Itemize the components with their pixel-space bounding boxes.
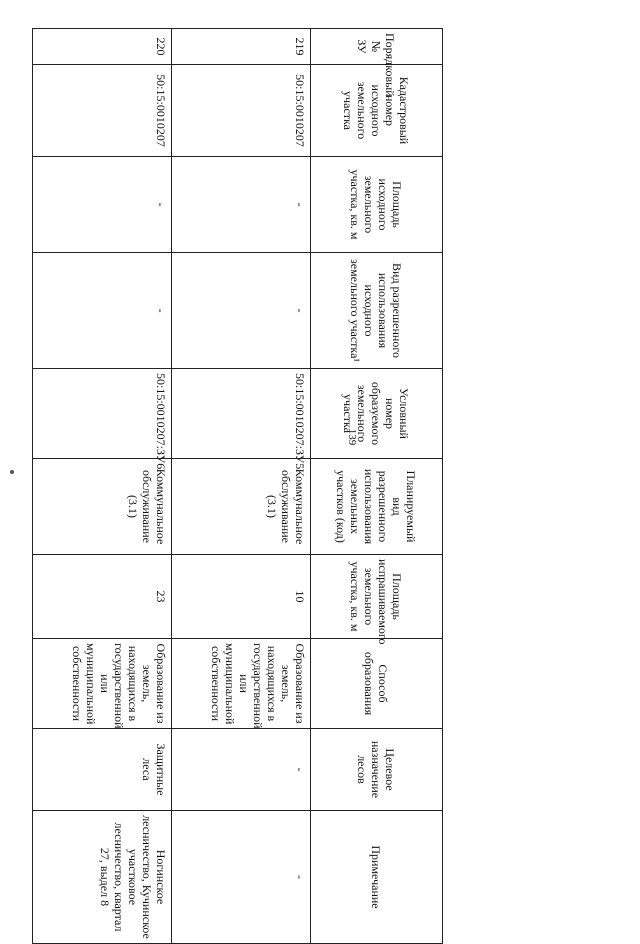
cell-area-src: - <box>33 157 172 253</box>
table-row <box>33 29 172 944</box>
cell-num: 220 <box>33 29 172 65</box>
header-cell-note: Примечание <box>311 811 443 944</box>
table-row <box>172 29 311 944</box>
cell-cadastral: 50:15:0010207 <box>172 65 311 157</box>
header-cell-method: Способ образования <box>311 639 443 729</box>
scan-speck <box>10 470 14 474</box>
cell-cadastral: 50:15:0010207 <box>33 65 172 157</box>
cell-forest-purpose: - <box>172 729 311 811</box>
header-cell-planned-use: Планируемый вид разрешенного использования земельных участков (код) <box>311 459 443 555</box>
cell-new-num: 50:15:0010207:ЗУ6 <box>33 369 172 459</box>
cell-method: Образование из земель, находящихся в государственной или муниципальной собственности <box>33 639 172 729</box>
header-cell-forest-purpose: Целевое назначение лесов <box>311 729 443 811</box>
header-cell-num: Порядковый № ЗУ <box>311 29 443 65</box>
cell-num: 219 <box>172 29 311 65</box>
header-cell-cadastral: Кадастровый номер исходного земельного участка <box>311 65 443 157</box>
cell-use-src: - <box>172 253 311 369</box>
land-plots-table-wrapper <box>48 28 443 939</box>
land-plots-table <box>32 28 443 944</box>
cell-note: - <box>172 811 311 944</box>
cell-planned-use: Коммунальное обслуживание (3.1) <box>172 459 311 555</box>
cell-note: Ногинское лесничество, Кучинское участковое лесничество, квартал 27, выдел 8 <box>33 811 172 944</box>
header-cell-area-src: Площадь исходного земельного участка, кв. м <box>311 157 443 253</box>
header-cell-new-num: Условный номер образуемого земельного участка <box>311 369 443 459</box>
rotated-table-area <box>48 28 443 939</box>
page-number: 139 <box>346 428 358 446</box>
cell-forest-purpose: Защитные леса <box>33 729 172 811</box>
header-cell-area-new: Площадь испрашиваемого земельного участка, кв. м <box>311 555 443 639</box>
cell-area-new: 23 <box>33 555 172 639</box>
cell-area-new: 10 <box>172 555 311 639</box>
header-row <box>311 29 443 944</box>
cell-new-num: 50:15:0010207:ЗУ5 <box>172 369 311 459</box>
cell-method: Образование из земель, находящихся в государственной или муниципальной собственности <box>172 639 311 729</box>
cell-area-src: - <box>172 157 311 253</box>
cell-planned-use: Коммунальное обслуживание (3.1) <box>33 459 172 555</box>
header-cell-use-src: Вид разрешенного использования исходного земельного участка¹ <box>311 253 443 369</box>
cell-use-src: - <box>33 253 172 369</box>
